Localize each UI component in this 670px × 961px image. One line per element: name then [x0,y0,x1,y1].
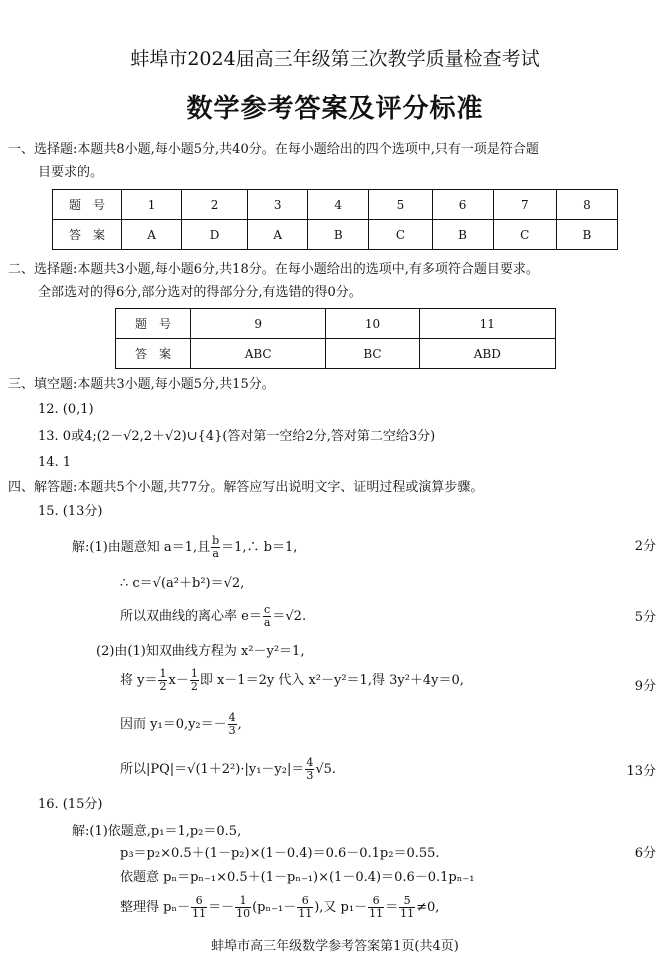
answer-cell: ABC [191,339,326,369]
fraction: $\frac{6}{11}$ [192,894,207,920]
fraction: $\frac{6}{11}$ [369,894,384,920]
q16-step3: 依题意 pₙ＝pₙ₋₁×0.5＋(1－pₙ₋₁)×(1－0.4)＝0.6－0.1pₙ₋₁ [120,870,475,885]
q15-heading: 15. (13分) [38,504,103,519]
question-number: 2 [182,190,248,220]
question-number: 11 [419,309,555,339]
table-row [116,339,556,369]
score-label: 6分 [634,846,656,861]
row-header: 题 号 [53,190,122,220]
section2-answer-table [115,308,556,369]
question-number: 6 [432,190,493,220]
q16-step2: p₃＝p₂×0.5＋(1－p₂)×(1－0.4)＝0.6－0.1p₂＝0.55. [120,846,440,861]
q15-step7: 所以|PQ|＝√(1＋2²)·|y₁－y₂|＝ $\frac{4}{3}$ √5. [120,756,337,782]
answer-q13: 13. 0或4;(2－√2,2＋√2)∪{4}(答对第一空给2分,答对第二空给3分) [38,429,436,444]
fraction: $\frac{b}{a}$ [212,534,220,560]
q15-step6: 因而 y₁＝0,y₂＝－ $\frac{4}{3}$ , [120,711,242,737]
q16-step1: 解:(1)依题意,p₁＝1,p₂＝0.5, [72,824,242,839]
answer-cell: A [248,220,308,250]
question-number: 8 [556,190,617,220]
section1-intro-cont: 目要求的。 [38,165,104,180]
q16-step4: 整理得 pₙ－ $\frac{6}{11}$ ＝－ $\frac{1}{10}$ (pₙ₋₁－ $\frac{6}{11}$ ),又 p₁－ $\frac{6}{11}$ ＝ $\frac{5}{11}$ ≠0, [120,894,440,920]
score-label: 2分 [634,539,656,554]
fraction: $\frac{5}{11}$ [400,894,415,920]
row-header: 答 案 [116,339,191,369]
section3-intro: 三、填空题:本题共3小题,每小题5分,共15分。 [8,377,275,392]
fraction: $\frac{6}{11}$ [298,894,313,920]
section1-intro: 一、选择题:本题共8小题,每小题5分,共40分。在每小题给出的四个选项中,只有一项是符合题 [8,142,539,157]
answer-cell: C [369,220,432,250]
score-label: 9分 [634,679,656,694]
answer-cell: B [308,220,369,250]
fraction: $\frac{1}{2}$ [190,667,198,693]
document-subtitle: 数学参考答案及评分标准 [186,94,484,124]
answer-cell: B [432,220,493,250]
answer-cell: B [556,220,617,250]
answer-q14: 14. 1 [38,455,72,470]
question-number: 5 [369,190,432,220]
fraction: $\frac{c}{a}$ [263,603,271,629]
table-row [53,190,618,220]
q16-heading: 16. (15分) [38,797,103,812]
q15-part2: (2)由(1)知双曲线方程为 x²－y²＝1, [96,644,305,659]
question-number: 10 [326,309,419,339]
question-number: 9 [191,309,326,339]
table-row [116,309,556,339]
section2-intro-cont: 全部选对的得6分,部分选对的得部分分,有选错的得0分。 [38,285,362,300]
answer-cell: C [493,220,556,250]
page-footer: 蚌埠市高三年级数学参考答案第1页(共4页) [211,939,459,954]
score-label: 5分 [634,610,656,625]
question-number: 7 [493,190,556,220]
section1-answer-table [52,189,618,250]
answer-q12: 12. (0,1) [38,402,94,417]
q15-step2: ∴ c＝√(a²＋b²)＝√2, [120,576,245,591]
score-label: 13分 [626,764,656,779]
row-header: 题 号 [116,309,191,339]
question-number: 1 [122,190,182,220]
fraction: $\frac{1}{10}$ [236,894,251,920]
q15-step5: 将 y＝ $\frac{1}{2}$ x－ $\frac{1}{2}$ 即 x－1＝2y 代入 x²－y²＝1,得 3y²＋4y＝0, [120,667,464,693]
answer-cell: D [182,220,248,250]
answer-cell: A [122,220,182,250]
table-row [53,220,618,250]
fraction: $\frac{4}{3}$ [228,711,236,737]
q15-step3: 所以双曲线的离心率 e＝ $\frac{c}{a}$ ＝√2. [120,603,307,629]
question-number: 4 [308,190,369,220]
fraction: $\frac{1}{2}$ [159,667,167,693]
section4-intro: 四、解答题:本题共5个小题,共77分。解答应写出说明文字、证明过程或演算步骤。 [8,480,484,495]
section2-intro: 二、选择题:本题共3小题,每小题6分,共18分。在每小题给出的选项中,有多项符合题目要求。 [8,262,539,277]
fraction: $\frac{4}{3}$ [306,756,314,782]
answer-cell: BC [326,339,419,369]
exam-title: 蚌埠市2024届高三年级第三次教学质量检查考试 [130,48,540,70]
row-header: 答 案 [53,220,122,250]
q15-step1: 解:(1)由题意知 a＝1,且 $\frac{b}{a}$ ＝1,∴ b＝1, [72,534,298,560]
answer-cell: ABD [419,339,555,369]
question-number: 3 [248,190,308,220]
